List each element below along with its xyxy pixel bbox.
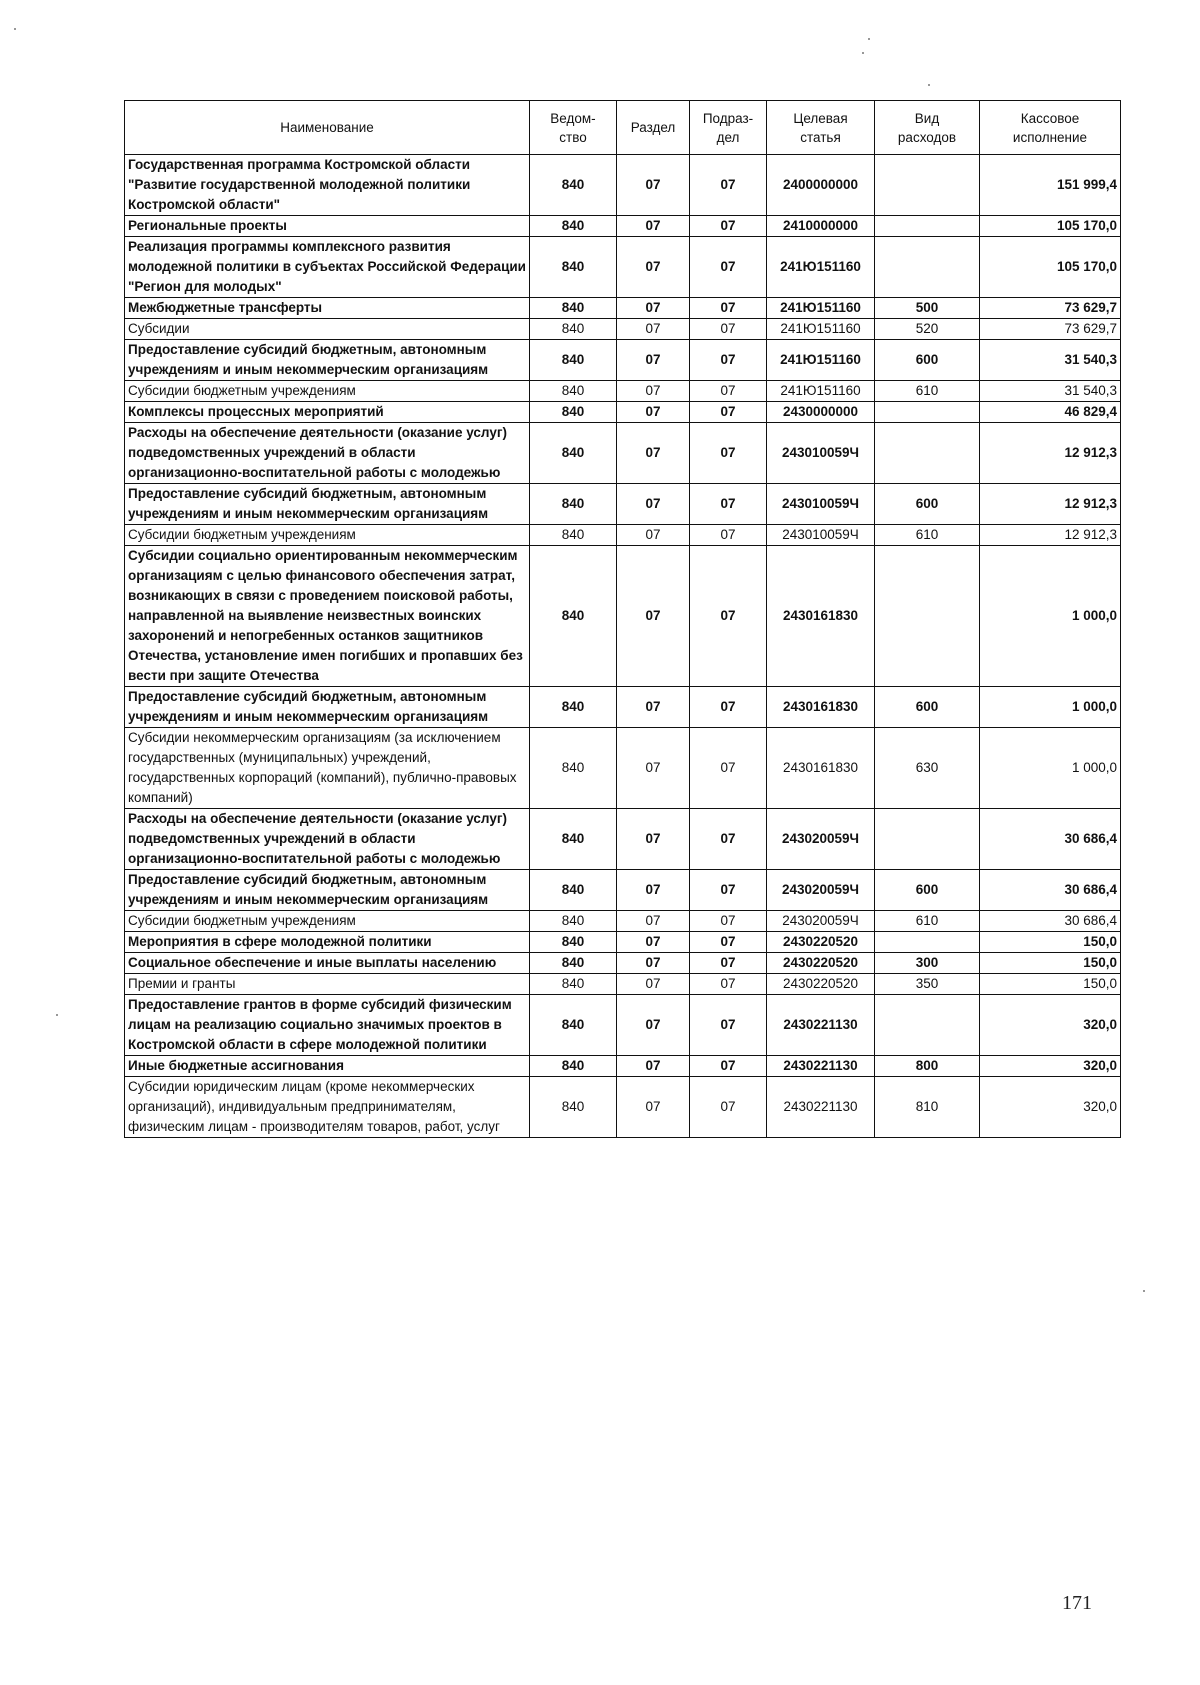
row-name-cell: Предоставление субсидий бюджетным, автономным учреждениям и иным некоммерческим организациям — [125, 340, 530, 381]
row-expense-type-cell: 610 — [875, 381, 980, 402]
row-department-cell: 840 — [530, 155, 617, 216]
row-expense-type-cell — [875, 216, 980, 237]
table-row — [125, 687, 1121, 728]
row-target-article-cell: 241Ю151160 — [767, 340, 875, 381]
row-expense-type-cell: 800 — [875, 1056, 980, 1077]
row-expense-type-cell — [875, 423, 980, 484]
row-target-article-cell: 2430220520 — [767, 974, 875, 995]
row-cash-execution-cell: 105 170,0 — [980, 237, 1121, 298]
table-row — [125, 381, 1121, 402]
table-row — [125, 911, 1121, 932]
row-target-article-cell: 243010059Ч — [767, 423, 875, 484]
row-subsection-cell: 07 — [690, 974, 767, 995]
row-name-cell: Субсидии — [125, 319, 530, 340]
row-expense-type-cell: 610 — [875, 911, 980, 932]
table-row — [125, 974, 1121, 995]
row-target-article-cell: 243010059Ч — [767, 484, 875, 525]
row-name-cell: Государственная программа Костромской области "Развитие государственной молодежной политики Костромской области" — [125, 155, 530, 216]
header-name: Наименование — [125, 101, 530, 155]
row-name-cell: Расходы на обеспечение деятельности (оказание услуг) подведомственных учреждений в области организационно-воспитательной работы с молодежью — [125, 809, 530, 870]
table-row — [125, 1056, 1121, 1077]
table-row — [125, 423, 1121, 484]
row-target-article-cell: 2430220520 — [767, 932, 875, 953]
table-row — [125, 546, 1121, 687]
row-section-cell: 07 — [617, 809, 690, 870]
row-name-cell: Премии и гранты — [125, 974, 530, 995]
row-name-cell: Субсидии бюджетным учреждениям — [125, 911, 530, 932]
row-section-cell: 07 — [617, 1056, 690, 1077]
row-subsection-cell: 07 — [690, 402, 767, 423]
row-name-cell: Иные бюджетные ассигнования — [125, 1056, 530, 1077]
row-target-article-cell: 2400000000 — [767, 155, 875, 216]
row-department-cell: 840 — [530, 974, 617, 995]
row-target-article-cell: 243020059Ч — [767, 809, 875, 870]
row-section-cell: 07 — [617, 974, 690, 995]
row-cash-execution-cell: 73 629,7 — [980, 298, 1121, 319]
row-department-cell: 840 — [530, 423, 617, 484]
row-department-cell: 840 — [530, 1056, 617, 1077]
row-target-article-cell: 241Ю151160 — [767, 319, 875, 340]
row-target-article-cell: 243020059Ч — [767, 911, 875, 932]
row-name-cell: Мероприятия в сфере молодежной политики — [125, 932, 530, 953]
row-cash-execution-cell: 150,0 — [980, 953, 1121, 974]
row-target-article-cell: 2430221130 — [767, 1056, 875, 1077]
row-department-cell: 840 — [530, 911, 617, 932]
row-expense-type-cell: 600 — [875, 687, 980, 728]
table-row — [125, 525, 1121, 546]
row-expense-type-cell — [875, 237, 980, 298]
row-target-article-cell: 241Ю151160 — [767, 381, 875, 402]
row-department-cell: 840 — [530, 298, 617, 319]
table-row — [125, 237, 1121, 298]
row-subsection-cell: 07 — [690, 546, 767, 687]
row-name-cell: Предоставление грантов в форме субсидий физическим лицам на реализацию социально значимых проектов в Костромской области в сфере молодежной политики — [125, 995, 530, 1056]
row-name-cell: Межбюджетные трансферты — [125, 298, 530, 319]
row-expense-type-cell — [875, 546, 980, 687]
row-section-cell: 07 — [617, 1077, 690, 1138]
row-target-article-cell: 2410000000 — [767, 216, 875, 237]
table-row — [125, 340, 1121, 381]
row-cash-execution-cell: 320,0 — [980, 1077, 1121, 1138]
row-cash-execution-cell: 31 540,3 — [980, 340, 1121, 381]
row-section-cell: 07 — [617, 484, 690, 525]
scan-speck — [862, 52, 864, 54]
row-target-article-cell: 241Ю151160 — [767, 298, 875, 319]
row-cash-execution-cell: 150,0 — [980, 932, 1121, 953]
row-name-cell: Предоставление субсидий бюджетным, автономным учреждениям и иным некоммерческим организациям — [125, 870, 530, 911]
row-subsection-cell: 07 — [690, 381, 767, 402]
row-subsection-cell: 07 — [690, 298, 767, 319]
row-section-cell: 07 — [617, 687, 690, 728]
row-department-cell: 840 — [530, 809, 617, 870]
row-target-article-cell: 243010059Ч — [767, 525, 875, 546]
row-section-cell: 07 — [617, 911, 690, 932]
row-subsection-cell: 07 — [690, 870, 767, 911]
row-section-cell: 07 — [617, 423, 690, 484]
table-row — [125, 809, 1121, 870]
table-row — [125, 216, 1121, 237]
scan-speck — [56, 1014, 58, 1016]
row-target-article-cell: 2430221130 — [767, 995, 875, 1056]
row-name-cell: Субсидии социально ориентированным некоммерческим организациям с целью финансового обеспечения затрат, возникающих в связи с проведением поисковой работы, направленной на выявление неизвестных воинских захоронений и непогребенных останков защитников Отечества, установление имен погибших и пропавших без вести при защите Отечества — [125, 546, 530, 687]
row-subsection-cell: 07 — [690, 525, 767, 546]
row-target-article-cell: 2430000000 — [767, 402, 875, 423]
row-section-cell: 07 — [617, 402, 690, 423]
row-target-article-cell: 243020059Ч — [767, 870, 875, 911]
table-row — [125, 953, 1121, 974]
row-department-cell: 840 — [530, 319, 617, 340]
row-target-article-cell: 241Ю151160 — [767, 237, 875, 298]
row-section-cell: 07 — [617, 319, 690, 340]
scan-speck — [868, 38, 870, 40]
row-department-cell: 840 — [530, 932, 617, 953]
row-subsection-cell: 07 — [690, 340, 767, 381]
row-subsection-cell: 07 — [690, 932, 767, 953]
row-expense-type-cell — [875, 809, 980, 870]
row-subsection-cell: 07 — [690, 216, 767, 237]
row-cash-execution-cell: 105 170,0 — [980, 216, 1121, 237]
row-subsection-cell: 07 — [690, 687, 767, 728]
row-section-cell: 07 — [617, 728, 690, 809]
row-department-cell: 840 — [530, 870, 617, 911]
row-name-cell: Предоставление субсидий бюджетным, автономным учреждениям и иным некоммерческим организациям — [125, 687, 530, 728]
row-target-article-cell: 2430221130 — [767, 1077, 875, 1138]
row-department-cell: 840 — [530, 525, 617, 546]
row-name-cell: Субсидии бюджетным учреждениям — [125, 381, 530, 402]
row-name-cell: Региональные проекты — [125, 216, 530, 237]
row-department-cell: 840 — [530, 546, 617, 687]
row-subsection-cell: 07 — [690, 237, 767, 298]
row-name-cell: Расходы на обеспечение деятельности (оказание услуг) подведомственных учреждений в области организационно-воспитательной работы с молодежью — [125, 423, 530, 484]
row-cash-execution-cell: 46 829,4 — [980, 402, 1121, 423]
table-row — [125, 402, 1121, 423]
row-subsection-cell: 07 — [690, 911, 767, 932]
row-subsection-cell: 07 — [690, 1077, 767, 1138]
budget-execution-table — [124, 100, 1121, 1138]
header-cash-execution: Кассовое исполнение — [980, 101, 1121, 155]
row-subsection-cell: 07 — [690, 484, 767, 525]
table-row — [125, 298, 1121, 319]
row-section-cell: 07 — [617, 546, 690, 687]
row-department-cell: 840 — [530, 995, 617, 1056]
row-department-cell: 840 — [530, 953, 617, 974]
row-section-cell: 07 — [617, 381, 690, 402]
header-target-article: Целевая статья — [767, 101, 875, 155]
row-target-article-cell: 2430161830 — [767, 728, 875, 809]
row-department-cell: 840 — [530, 687, 617, 728]
row-name-cell: Социальное обеспечение и иные выплаты населению — [125, 953, 530, 974]
row-cash-execution-cell: 30 686,4 — [980, 870, 1121, 911]
row-subsection-cell: 07 — [690, 319, 767, 340]
row-target-article-cell: 2430220520 — [767, 953, 875, 974]
row-cash-execution-cell: 31 540,3 — [980, 381, 1121, 402]
row-department-cell: 840 — [530, 340, 617, 381]
row-expense-type-cell: 500 — [875, 298, 980, 319]
table-row — [125, 995, 1121, 1056]
row-department-cell: 840 — [530, 237, 617, 298]
row-department-cell: 840 — [530, 216, 617, 237]
row-target-article-cell: 2430161830 — [767, 546, 875, 687]
row-expense-type-cell — [875, 155, 980, 216]
row-section-cell: 07 — [617, 870, 690, 911]
row-expense-type-cell: 630 — [875, 728, 980, 809]
row-subsection-cell: 07 — [690, 423, 767, 484]
scan-speck — [928, 84, 930, 86]
table-row — [125, 1077, 1121, 1138]
row-expense-type-cell: 610 — [875, 525, 980, 546]
table-body — [125, 155, 1121, 1138]
table-row — [125, 870, 1121, 911]
row-name-cell: Субсидии юридическим лицам (кроме некоммерческих организаций), индивидуальным предпринимателям, физическим лицам - производителям товаров, работ, услуг — [125, 1077, 530, 1138]
scan-speck — [14, 28, 16, 30]
table-row — [125, 155, 1121, 216]
row-subsection-cell: 07 — [690, 809, 767, 870]
row-name-cell: Реализация программы комплексного развития молодежной политики в субъектах Российской Федерации "Регион для молодых" — [125, 237, 530, 298]
row-name-cell: Субсидии бюджетным учреждениям — [125, 525, 530, 546]
row-section-cell: 07 — [617, 237, 690, 298]
row-name-cell: Предоставление субсидий бюджетным, автономным учреждениям и иным некоммерческим организациям — [125, 484, 530, 525]
row-department-cell: 840 — [530, 381, 617, 402]
row-target-article-cell: 2430161830 — [767, 687, 875, 728]
row-department-cell: 840 — [530, 402, 617, 423]
row-subsection-cell: 07 — [690, 155, 767, 216]
row-section-cell: 07 — [617, 953, 690, 974]
header-subsection: Подраз- дел — [690, 101, 767, 155]
table-row — [125, 319, 1121, 340]
row-cash-execution-cell: 1 000,0 — [980, 546, 1121, 687]
row-subsection-cell: 07 — [690, 728, 767, 809]
row-cash-execution-cell: 150,0 — [980, 974, 1121, 995]
row-cash-execution-cell: 12 912,3 — [980, 484, 1121, 525]
row-subsection-cell: 07 — [690, 953, 767, 974]
row-cash-execution-cell: 73 629,7 — [980, 319, 1121, 340]
row-expense-type-cell: 600 — [875, 340, 980, 381]
row-cash-execution-cell: 1 000,0 — [980, 687, 1121, 728]
row-cash-execution-cell: 12 912,3 — [980, 525, 1121, 546]
row-section-cell: 07 — [617, 995, 690, 1056]
row-department-cell: 840 — [530, 1077, 617, 1138]
row-expense-type-cell: 350 — [875, 974, 980, 995]
row-expense-type-cell: 520 — [875, 319, 980, 340]
header-department: Ведом- ство — [530, 101, 617, 155]
table-header-row — [125, 101, 1121, 155]
row-expense-type-cell: 810 — [875, 1077, 980, 1138]
row-cash-execution-cell: 1 000,0 — [980, 728, 1121, 809]
row-section-cell: 07 — [617, 216, 690, 237]
header-expense-type: Вид расходов — [875, 101, 980, 155]
header-section: Раздел — [617, 101, 690, 155]
row-expense-type-cell — [875, 932, 980, 953]
row-subsection-cell: 07 — [690, 1056, 767, 1077]
row-cash-execution-cell: 30 686,4 — [980, 809, 1121, 870]
row-expense-type-cell: 600 — [875, 870, 980, 911]
row-cash-execution-cell: 320,0 — [980, 1056, 1121, 1077]
row-section-cell: 07 — [617, 340, 690, 381]
table-row — [125, 932, 1121, 953]
row-section-cell: 07 — [617, 525, 690, 546]
row-expense-type-cell — [875, 402, 980, 423]
row-section-cell: 07 — [617, 932, 690, 953]
table-row — [125, 484, 1121, 525]
page-number: 171 — [1062, 1592, 1092, 1614]
row-name-cell: Комплексы процессных мероприятий — [125, 402, 530, 423]
table-row — [125, 728, 1121, 809]
row-expense-type-cell: 300 — [875, 953, 980, 974]
scan-speck — [1143, 1290, 1145, 1292]
row-cash-execution-cell: 151 999,4 — [980, 155, 1121, 216]
row-department-cell: 840 — [530, 484, 617, 525]
row-expense-type-cell — [875, 995, 980, 1056]
row-cash-execution-cell: 30 686,4 — [980, 911, 1121, 932]
row-cash-execution-cell: 320,0 — [980, 995, 1121, 1056]
row-subsection-cell: 07 — [690, 995, 767, 1056]
row-section-cell: 07 — [617, 155, 690, 216]
row-expense-type-cell: 600 — [875, 484, 980, 525]
row-cash-execution-cell: 12 912,3 — [980, 423, 1121, 484]
row-department-cell: 840 — [530, 728, 617, 809]
row-name-cell: Субсидии некоммерческим организациям (за исключением государственных (муниципальных) учреждений, государственных корпораций (компаний), публично-правовых компаний) — [125, 728, 530, 809]
row-section-cell: 07 — [617, 298, 690, 319]
